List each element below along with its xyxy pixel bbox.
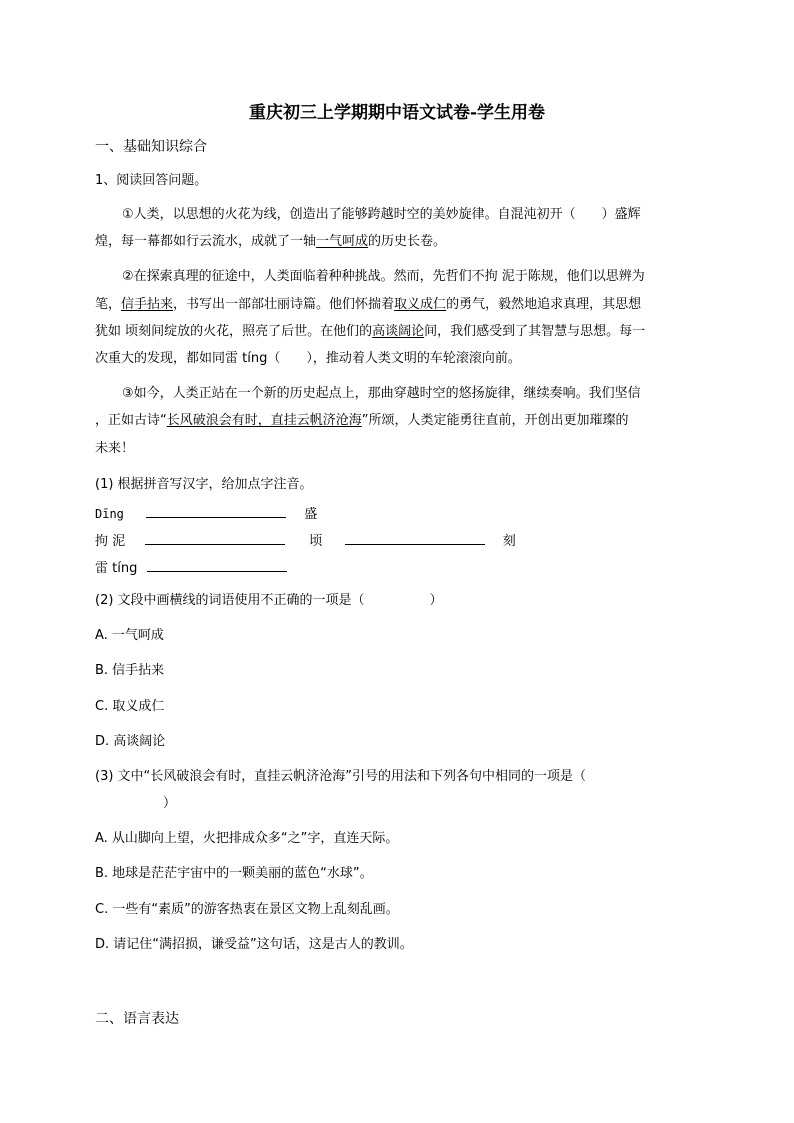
subquestion-1-prompt: (1) 根据拼音写汉字，给加点字注音。 [95,477,313,492]
passage-p3-line2 [95,412,629,430]
passage-p1-line2 [95,233,446,251]
section-heading-1: 一、基础知识综合 [95,139,207,155]
subquestion-3-prompt: (3) 文中“长风破浪会有时，直挂云帆济沧海”引号的用法和下列各句中相同的一项是（ [95,769,587,784]
underlined-term: 信手拈来 [121,297,174,312]
answer-blank[interactable] [146,503,286,518]
text: 煌，每一幕都如行云流水，成就了一轴 [95,234,317,249]
text: ，正如古诗“ [95,413,167,428]
option-b[interactable]: B. 地球是茫茫宇宙中的一颗美丽的蓝色“水球”。 [95,866,373,881]
text: ”所颂，人类定能勇往直前，开创出更加璀璨的 [361,413,629,428]
text: 的勇气，毅然地追求真理，其思想 [446,297,642,312]
char-label: 盛 [304,507,318,522]
text: 的历史长卷。 [368,234,447,249]
pinyin-row-3 [95,557,287,578]
underlined-term: 取义成仁 [394,297,447,312]
answer-blank[interactable] [345,530,485,545]
subquestion-3-prompt-cont: ） [163,796,177,811]
pinyin-label: Dīng [95,507,124,521]
option-a[interactable]: A. 一气呵成 [95,628,164,643]
option-c[interactable]: C. 一些有“素质”的游客热衷在景区文物上乱刻乱画。 [95,902,399,917]
question-1-heading: 1、阅读回答问题。 [95,173,208,188]
char-label: 拘 泥 [95,534,126,549]
underlined-quote: 长风破浪会有时，直挂云帆济沧海 [166,413,362,428]
option-d[interactable]: D. 请记住“满招损，谦受益”这句话，这是古人的教训。 [95,937,413,952]
text: ，书写出一部部壮丽诗篇。他们怀揣着 [173,297,395,312]
underlined-term: 高谈阔论 [372,324,425,339]
char-label: 雷 tíng [95,561,138,576]
passage-p3-line1: ③如今，人类正站在一个新的历史起点上，那曲穿越时空的悠扬旋律，继续奏响。我们坚信 [122,386,641,401]
passage-p1-line1: ①人类，以思想的火花为线，创造出了能够跨越时空的美妙旋律。自混沌初开（ ）盛辉 [122,207,641,222]
passage-p2-line4: 次重大的发现，都如同雷 tíng（ ），推动着人类文明的车轮滚滚向前。 [95,351,521,366]
underlined-term: 一气呵成 [316,234,369,249]
section-heading-2: 二、语言表达 [95,1011,179,1027]
option-d[interactable]: D. 高谈阔论 [95,734,166,749]
page-title: 重庆初三上学期期中语文试卷-学生用卷 [248,103,546,123]
passage-p3-line3: 未来！ [95,441,135,456]
option-b[interactable]: B. 信手拈来 [95,663,165,678]
pinyin-row-2 [95,530,516,551]
text: 笔， [95,297,122,312]
subquestion-2-prompt: (2) 文段中画横线的词语使用不正确的一项是（ ） [95,593,443,608]
passage-p2-line1: ②在探索真理的征途中，人类面临着种种挑战。然而，先哲们不拘 泥于陈规，他们以思辨为 [122,269,645,284]
pinyin-row-1 [95,503,317,524]
char-label: 顷 [309,534,323,549]
option-c[interactable]: C. 取义成仁 [95,699,165,714]
answer-blank[interactable] [145,530,285,545]
char-label: 刻 [502,534,516,549]
text: 间，我们感受到了其智慧与思想。每一 [424,324,646,339]
text: 犹如 顷刻间绽放的火花，照亮了后世。在他们的 [95,324,373,339]
passage-p2-line3 [95,323,645,341]
answer-blank[interactable] [147,557,287,572]
passage-p2-line2 [95,296,641,314]
option-a[interactable]: A. 从山脚向上望，火把排成众多“之”字，直连天际。 [95,831,399,846]
